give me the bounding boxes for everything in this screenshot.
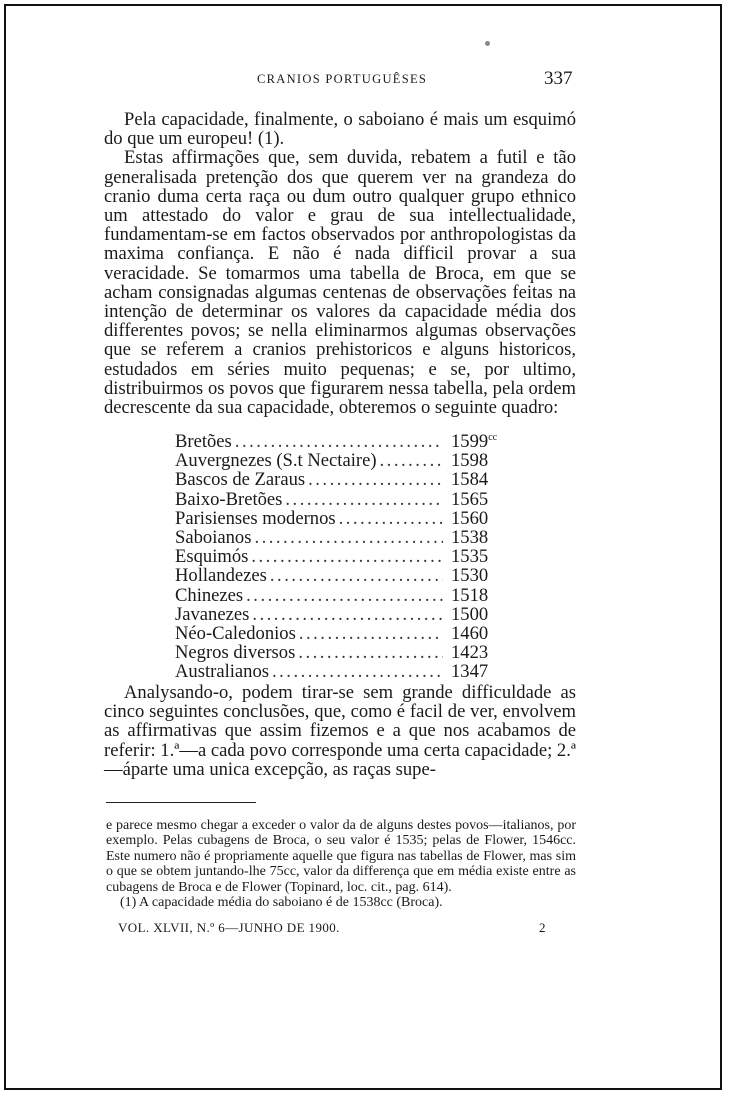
capacity-number: 1347 xyxy=(451,661,489,683)
capacity-number: 1598 xyxy=(451,450,489,472)
dot-leader xyxy=(248,547,443,566)
dot-leader xyxy=(269,662,443,681)
population-name: Bascos de Zaraus xyxy=(175,469,306,491)
capacity-table xyxy=(175,428,505,682)
capacity-value xyxy=(443,662,505,681)
table-row xyxy=(175,428,505,451)
population-name: Negros diversos xyxy=(175,642,296,664)
capacity-value xyxy=(443,586,505,605)
volume-info: VOL. XLVII, N.º 6—JUNHO DE 1900. xyxy=(118,920,340,935)
footnote-continuation: e parece mesmo chegar a exceder o valor da de alguns destes povos—italianos, por exemplo. Pelas cubagens de Broca, o seu valor é 1535; pelas de Flower, 1546cc. Este numero não é propriamente aquelle que figura nas tabellas de Flower, mas sim o que se obtem juntando-lhe 75cc, valor da differença que em média existe entre as cubagens de Broca e de Flower (Topinard, loc. cit., pag. 614). xyxy=(106,818,576,895)
capacity-value xyxy=(443,509,505,528)
paragraph-2: Estas affirmações que, sem duvida, rebatem a futil e tão generalisada pretenção dos que querem ver na grandeza do cranio duma certa raça ou dum outro qualquer grupo ethnico um attestado do valor e grau de sua intellectualidade, fundamentam-se em factos observados por anthropologistas da maxima confiança. E não é nada difficil provar a sua veracidade. Se tomarmos uma tabella de Broca, em que se acham consignadas algumas centenas de observações feitas na intenção de determinar os valores da capacidade média dos differentes povos; se nella eliminarmos algumas observações que se referem a cranios prehistoricos e alguns historicos, estudados em séries muito pequenas; e se, por ultimo, distribuirmos os povos que figurarem nessa tabella, pela ordem decrescente da sua capacidade, obteremos o seguinte quadro: xyxy=(104,147,576,419)
population-name: Chinezes xyxy=(175,584,244,606)
population-name: Néo-Caledonios xyxy=(175,623,296,645)
capacity-value xyxy=(443,605,505,624)
capacity-number: 1500 xyxy=(451,603,489,625)
table-row xyxy=(175,451,505,470)
capacity-number: 1584 xyxy=(451,469,489,491)
capacity-value xyxy=(443,643,505,662)
population-name: Bretões xyxy=(175,431,232,452)
capacity-number: 1423 xyxy=(451,642,489,664)
capacity-number: 1565 xyxy=(451,488,489,510)
table-row xyxy=(175,605,505,624)
dot-leader xyxy=(267,566,443,585)
population-name: Esquimós xyxy=(175,546,249,568)
population-name: Javanezes xyxy=(175,603,250,625)
table-row xyxy=(175,624,505,643)
main-text xyxy=(104,110,576,417)
capacity-value xyxy=(443,528,505,547)
capacity-value xyxy=(443,470,505,489)
footnote-rule xyxy=(106,802,256,803)
unit-label: cc xyxy=(488,432,498,443)
population-name: Baixo-Bretões xyxy=(175,488,283,510)
capacity-number: 1518 xyxy=(451,584,489,606)
paragraph-3: Analysando-o, podem tirar-se sem grande difficuldade as cinco seguintes conclusões, que, como é facil de ver, envolvem as affirmativas que assim fizemos e a que nos acabamos de referir: 1.ª—a cada povo corresponde uma certa capacidade; 2.ª—áparte uma unica excepção, as raças supe- xyxy=(104,682,576,780)
running-title: CRANIOS PORTUGUÊSES xyxy=(257,72,428,86)
capacity-value xyxy=(443,547,505,566)
dot-leader xyxy=(295,643,443,662)
dot-leader xyxy=(296,624,443,643)
capacity-value xyxy=(443,490,505,509)
population-name: Hollandezes xyxy=(175,565,267,587)
capacity-value xyxy=(443,451,505,470)
dot-leader xyxy=(232,432,443,451)
capacity-value xyxy=(443,428,505,451)
table-row xyxy=(175,470,505,489)
table-row xyxy=(175,528,505,547)
capacity-number: 1530 xyxy=(451,565,489,587)
table-row xyxy=(175,643,505,662)
dot-leader xyxy=(282,490,443,509)
dot-leader xyxy=(336,509,443,528)
running-header xyxy=(0,68,730,92)
capacity-number: 1538 xyxy=(451,527,489,549)
dot-leader xyxy=(249,605,443,624)
table-row xyxy=(175,509,505,528)
capacity-number: 1535 xyxy=(451,546,489,568)
paragraph-1: Pela capacidade, finalmente, o saboiano é mais um esquimó do que um europeu! (1). xyxy=(104,109,576,150)
table-row xyxy=(175,662,505,681)
population-name: Saboianos xyxy=(175,527,252,549)
table-row xyxy=(175,490,505,509)
table-row xyxy=(175,586,505,605)
dot-leader xyxy=(305,470,443,489)
signature-mark: 2 xyxy=(539,920,546,935)
capacity-value xyxy=(443,624,505,643)
dot-leader xyxy=(251,528,443,547)
population-name: Australianos xyxy=(175,661,269,683)
population-name: Auvergnezes (S.t Nectaire) xyxy=(175,450,377,472)
footnotes xyxy=(106,818,576,910)
dot-leader xyxy=(243,586,443,605)
ink-speck xyxy=(485,41,490,46)
table-row xyxy=(175,547,505,566)
capacity-number: 1560 xyxy=(451,507,489,529)
page-number: 337 xyxy=(544,68,573,89)
table-row xyxy=(175,566,505,585)
capacity-number: 1460 xyxy=(451,623,489,645)
main-text-continued xyxy=(104,683,576,779)
capacity-value xyxy=(443,566,505,585)
capacity-number: 1599 xyxy=(451,431,489,452)
footnote-1: (1) A capacidade média do saboiano é de 1538cc (Broca). xyxy=(120,895,443,911)
dot-leader xyxy=(377,451,443,470)
population-name: Parisienses modernos xyxy=(175,507,336,529)
